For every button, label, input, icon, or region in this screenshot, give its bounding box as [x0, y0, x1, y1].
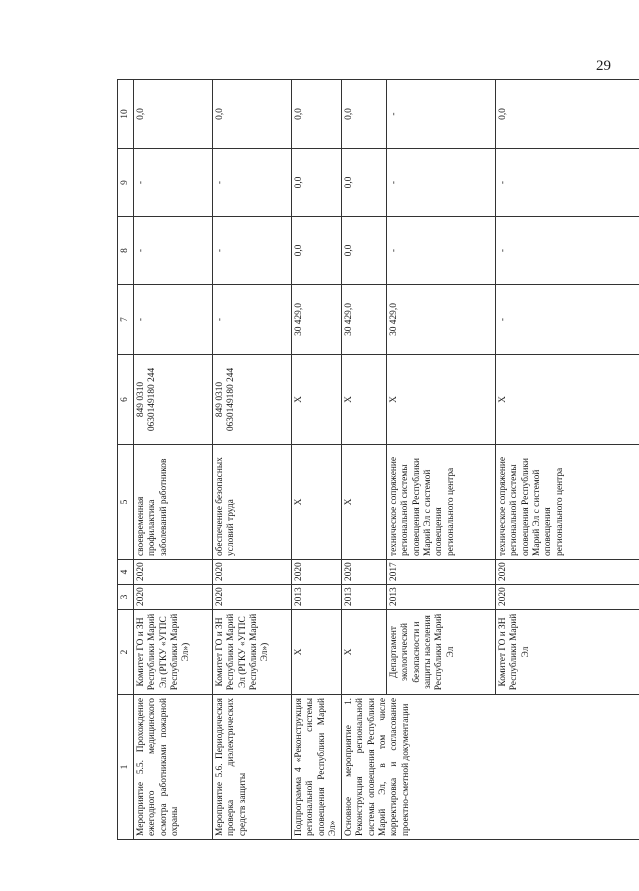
value-cell: 30 429,0: [342, 285, 387, 355]
header-cell: 8: [118, 217, 134, 285]
rotated-table-wrapper: [117, 80, 637, 840]
value-cell: -: [387, 149, 496, 217]
value-cell: 0,0: [134, 80, 213, 149]
budget-code-cell: X: [292, 355, 342, 445]
result-cell: своевременная профилактика заболеваний работников: [134, 445, 213, 560]
value-cell: 0,0: [496, 80, 639, 149]
end-year-cell: 2020: [342, 560, 387, 585]
value-cell: 0,0: [292, 217, 342, 285]
end-year-cell: 2017: [387, 560, 496, 585]
table-row: [213, 80, 292, 840]
result-cell: техническое сопряжение региональной системы оповещения Республики Марий Эл с системой оповещения регионального центра: [387, 445, 496, 560]
end-year-cell: 2020: [292, 560, 342, 585]
budget-code-cell: X: [496, 355, 639, 445]
value-cell: -: [496, 285, 639, 355]
start-year-cell: 2020: [213, 585, 292, 610]
value-cell: -: [134, 149, 213, 217]
main-event-name-cell: Основное мероприятие 1. Реконструкция региональной системы оповещения Республики Марий Эл, в том числе корректировка и согласование проектно-сметной документации: [342, 695, 639, 840]
end-year-cell: 2020: [496, 560, 639, 585]
budget-code-cell: X: [387, 355, 496, 445]
value-cell: 0,0: [292, 80, 342, 149]
subprogram-name-cell: Подпрограмма 4 «Реконструкция региональной системы оповещения Республики Марий Эл»: [292, 695, 342, 840]
value-cell: -: [213, 217, 292, 285]
start-year-cell: 2020: [134, 585, 213, 610]
header-cell: 2: [118, 610, 134, 695]
header-cell: 1: [118, 695, 134, 840]
result-cell: X: [292, 445, 342, 560]
table-row: [342, 80, 387, 840]
value-cell: -: [134, 285, 213, 355]
budget-code-cell: 849 0310 0630149180 244: [134, 355, 213, 445]
header-cell: 7: [118, 285, 134, 355]
value-cell: 30 429,0: [387, 285, 496, 355]
value-cell: 0,0: [213, 80, 292, 149]
value-cell: -: [496, 217, 639, 285]
value-cell: 30 429,0: [292, 285, 342, 355]
executor-cell: Департамент экологической безопасности и защиты населения Республики Марий Эл: [387, 610, 496, 695]
budget-code-cell: 849 0310 0630149180 244: [213, 355, 292, 445]
result-cell: обеспечение безопасных условий труда: [213, 445, 292, 560]
header-cell: 5: [118, 445, 134, 560]
header-cell: 10: [118, 80, 134, 149]
event-name-cell: Мероприятие 5.5. Прохождение ежегодного медицинского осмотра работниками пожарной охраны: [134, 695, 213, 840]
header-cell: 3: [118, 585, 134, 610]
executor-cell: Комитет ГО и ЗН Республики Марий Эл (РГКУ «УГПС Республики Марий Эл»): [213, 610, 292, 695]
header-cell: 4: [118, 560, 134, 585]
value-cell: -: [213, 149, 292, 217]
executor-cell: X: [292, 610, 342, 695]
value-cell: -: [134, 217, 213, 285]
value-cell: 0,0: [342, 149, 387, 217]
start-year-cell: 2013: [387, 585, 496, 610]
result-cell: X: [342, 445, 387, 560]
table-header-row: [118, 80, 134, 840]
event-name-cell: Мероприятие 5.6. Периодическая проверка диэлектрических средств защиты: [213, 695, 292, 840]
value-cell: 0,0: [342, 217, 387, 285]
value-cell: 0,0: [292, 149, 342, 217]
header-cell: 6: [118, 355, 134, 445]
value-cell: -: [213, 285, 292, 355]
end-year-cell: 2020: [134, 560, 213, 585]
table-row: [292, 80, 342, 840]
program-table: [117, 79, 639, 840]
executor-cell: Комитет ГО и ЗН Республики Марий Эл: [496, 610, 639, 695]
result-cell: техническое сопряжение региональной системы оповещения Республики Марий Эл с системой оповещения регионального центра: [496, 445, 639, 560]
budget-code-cell: X: [342, 355, 387, 445]
start-year-cell: 2013: [292, 585, 342, 610]
value-cell: 0,0: [342, 80, 387, 149]
executor-cell: X: [342, 610, 387, 695]
executor-cell: Комитет ГО и ЗН Республики Марий Эл (РГКУ «УГПС Республики Марий Эл»): [134, 610, 213, 695]
value-cell: -: [387, 80, 496, 149]
start-year-cell: 2020: [496, 585, 639, 610]
start-year-cell: 2013: [342, 585, 387, 610]
end-year-cell: 2020: [213, 560, 292, 585]
header-cell: 9: [118, 149, 134, 217]
page-number: 29: [596, 58, 611, 74]
value-cell: -: [496, 149, 639, 217]
table-row: [134, 80, 213, 840]
value-cell: -: [387, 217, 496, 285]
